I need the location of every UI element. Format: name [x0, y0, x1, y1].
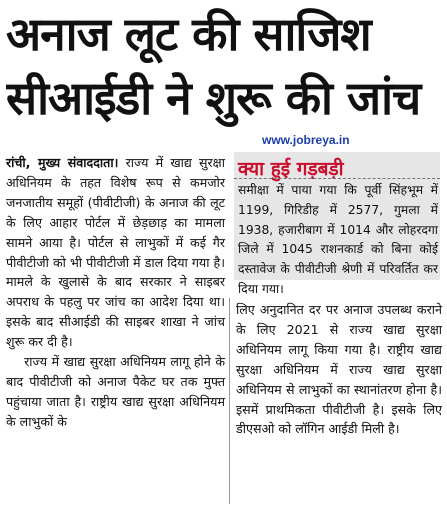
article-para-1-text: राज्य में खाद्य सुरक्षा अधिनियम के तहत विशेष रूप से कमजोर जनजातीय समूहों (पीवीटीजी) के अनाज की लूट के लिए आहार पोर्टल में छेड़छाड़ का मामला सामने आया है। पोर्टल से लाभुकों में कई गैर पीवीटीजी को भी पीवीटीजी में डाल दिया गया है। मामले के खुलासे के बाद सरकार ने साइबर अपराध के पहलु पर जांच का आदेश दिया था। इसके बाद सीआईडी की साइबर शाखा ने जांच शुरू कर दी है।: [6, 155, 225, 350]
article-para-2-text: राज्य में खाद्य सुरक्षा अधिनियम लागू होने के बाद पीवीटीजी को अनाज पैकेट घर तक मुफ्त पहुंचाया जाता है। राष्ट्रीय खाद्य सुरक्षा अधिनियम के लाभुकों के: [6, 354, 225, 429]
watermark-url: www.jobreya.in: [262, 133, 350, 147]
sidebar-box-text: समीक्षा में पाया गया कि पूर्वी सिंहभूम में 1199, गिरिडीह में 2577, गुमला में 1938, हजारीबाग में 1014 और लोहरदगा जिले में 1045 राशनकार्ड को बिना कोई दस्तावेज के पीवीटीजी श्रेणी में परिवर्तित कर दिया गया।: [238, 183, 438, 296]
headline-line-2: सीआईडी ने शुरू की जांच: [6, 71, 421, 125]
sidebar-box-divider: [234, 178, 440, 179]
article-right-column: लिए अनुदानित दर पर अनाज उपलब्ध कराने के लिए 2021 से राज्य खाद्य सुरक्षा अधिनियम लागू किया गया है। राष्ट्रीय खाद्य सुरक्षा अधिनियम में राज्य खाद्य सुरक्षा अधिनियम से लाभुकों का स्थानांतरण होना है। इसमें प्राथमिकता पीवीटीजी है। इसके लिए डीएसओ को लॉगिन आईडी मिली है।: [236, 302, 442, 437]
headline-line-1: अनाज लूट की साजिश: [6, 7, 371, 61]
article-para-1: [6, 153, 225, 352]
column-divider: [229, 298, 230, 504]
article-para-2: [6, 352, 225, 432]
article-dateline: रांची, मुख्य संवाददाता।: [6, 155, 119, 170]
article-left-column: [6, 153, 225, 432]
sidebar-box-title: क्या हुई गड़बड़ी: [238, 158, 344, 180]
